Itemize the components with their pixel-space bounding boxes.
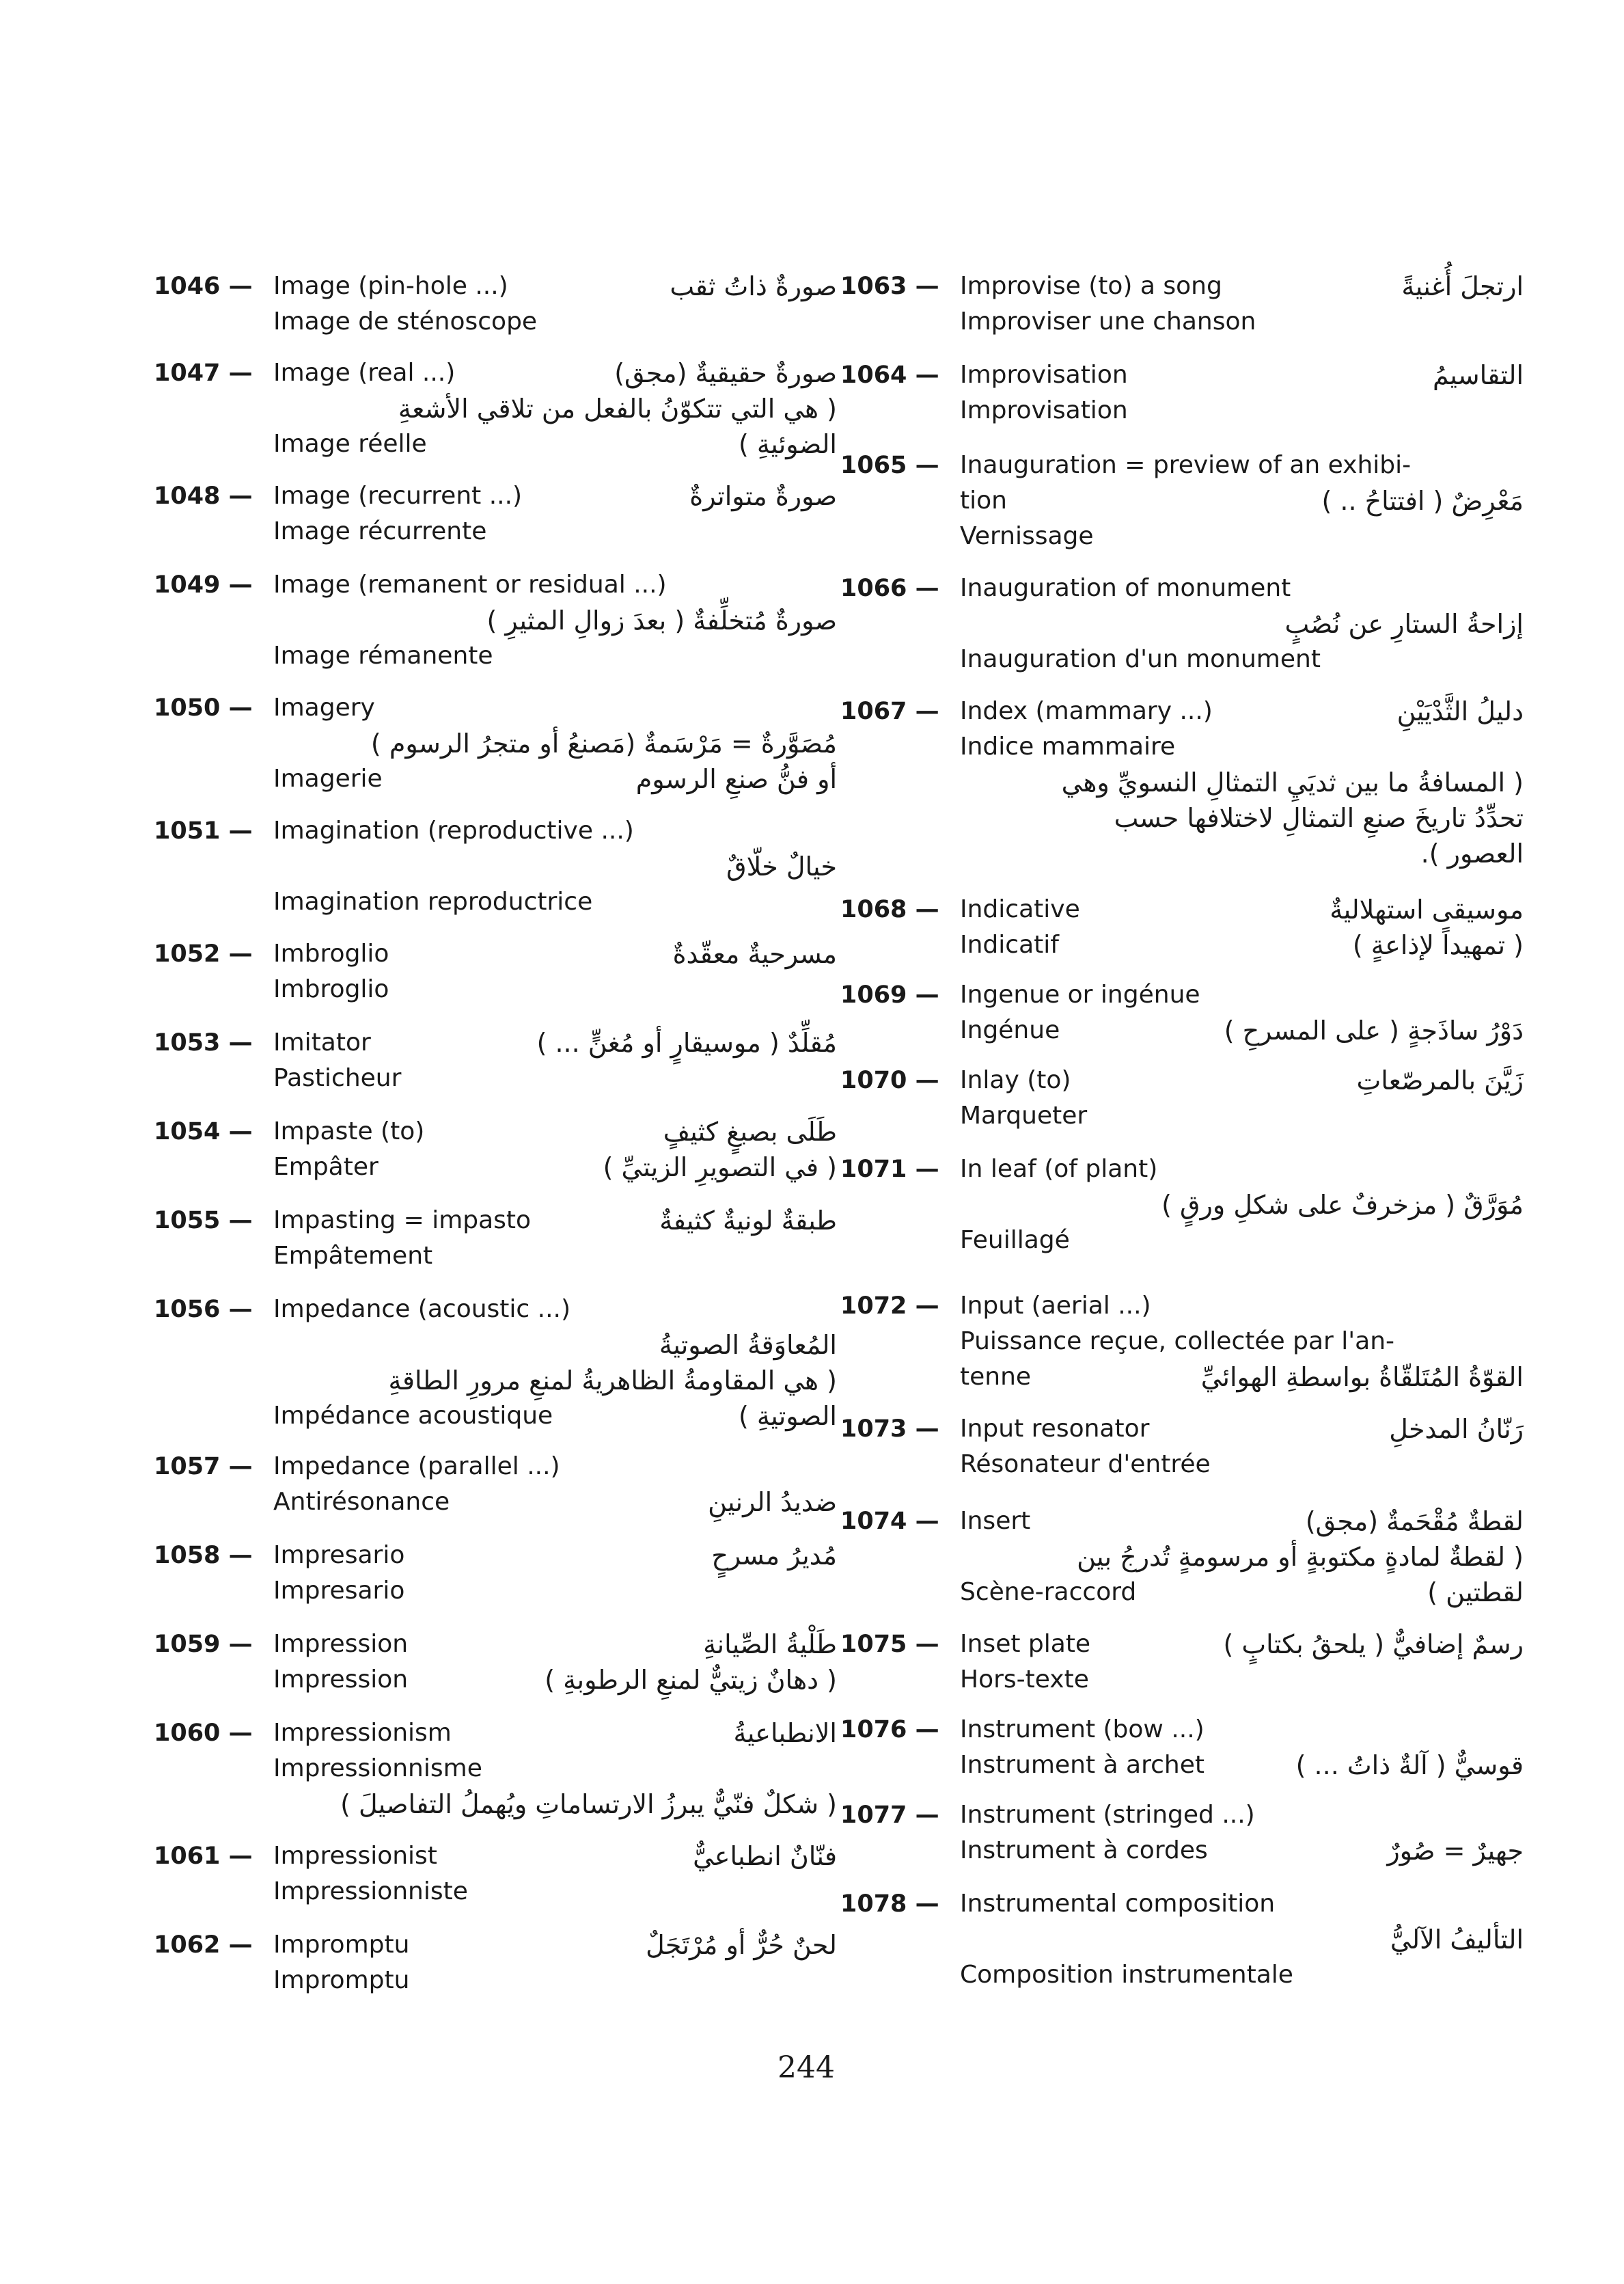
french-term: Ingénue <box>960 1016 1060 1044</box>
entry-number: 1073 — <box>840 1415 939 1443</box>
english-term: Instrumental composition <box>960 1890 1276 1918</box>
arabic-note: العصور ). <box>1420 839 1524 869</box>
english-term: Improvise (to) a song <box>960 272 1222 300</box>
arabic-note: ( هي التي تتكوّنُ بالفعل من تلاقي الأشعةِ <box>398 394 837 424</box>
french-term: Improviser une chanson <box>960 308 1256 336</box>
english-term: Inset plate <box>960 1630 1091 1658</box>
entry-number: 1057 — <box>154 1453 253 1480</box>
entry-number: 1071 — <box>840 1156 939 1183</box>
arabic-term: إزاحةُ الستارِ عن نُصُبٍ <box>1284 609 1524 639</box>
french-term: Feuillagé <box>960 1226 1070 1254</box>
arabic-note: لقطتين ) <box>1427 1577 1524 1607</box>
entry-number: 1059 — <box>154 1631 253 1658</box>
entry-number: 1058 — <box>154 1542 253 1569</box>
french-term: Empâter <box>273 1153 379 1181</box>
page-number: 244 <box>777 2050 835 2085</box>
arabic-term: جهيرٌ = صُورٌ <box>1387 1836 1524 1866</box>
english-term-continued: tion <box>960 487 1007 515</box>
french-term: Instrument à archet <box>960 1751 1205 1779</box>
french-term: Impédance acoustique <box>273 1402 553 1430</box>
english-term: Imbroglio <box>273 940 389 968</box>
french-term: Image réelle <box>273 430 427 458</box>
arabic-term: صورةٌ ذاتُ ثقب <box>670 271 837 301</box>
arabic-note: الصوتيةِ ) <box>738 1401 837 1431</box>
french-term: Impresario <box>273 1577 405 1605</box>
arabic-note: ( لقطةٌ لمادةٍ مكتوبةٍ أو مرسومةٍ تُدرجُ بين <box>1077 1542 1524 1572</box>
arabic-term: موسيقى استهلاليةٌ <box>1330 895 1524 925</box>
arabic-term: التقاسيمُ <box>1433 360 1524 390</box>
english-term: Impresario <box>273 1541 405 1569</box>
french-term: Imagerie <box>273 765 383 793</box>
left-column <box>154 0 837 2284</box>
entry-number: 1069 — <box>840 981 939 1009</box>
entry-number: 1068 — <box>840 896 939 923</box>
entry-number: 1060 — <box>154 1719 253 1747</box>
arabic-note: ( في التصويرِ الزيتيِّ ) <box>603 1152 837 1182</box>
arabic-note: ( المسافةُ ما بين ثديَيِ التمثالِ النسويِّ وهي <box>1061 767 1524 798</box>
entry-number: 1063 — <box>840 273 939 300</box>
english-term: Ingenue or ingénue <box>960 981 1200 1009</box>
arabic-term: مُصَوَّرةٌ = مَرْسَمةٌ (مَصنعُ أو متجرُ الرسوم ) <box>370 729 837 759</box>
english-term: Imagination (reproductive ...) <box>273 817 634 845</box>
english-term: Improvisation <box>960 361 1128 389</box>
english-term: Impressionism <box>273 1719 452 1747</box>
french-term-continued: tenne <box>960 1363 1032 1391</box>
french-term: Marqueter <box>960 1102 1088 1130</box>
entry-number: 1053 — <box>154 1029 253 1057</box>
arabic-term: صورةٌ حقيقيةٌ (مجق) <box>614 358 837 388</box>
entry-number: 1049 — <box>154 571 253 599</box>
entry-number: 1067 — <box>840 698 939 725</box>
arabic-term: زَيَّنَ بالمرصّعاتِ <box>1356 1065 1524 1096</box>
french-term: Image récurrente <box>273 517 487 545</box>
arabic-term: القوّةُ المُتَلقّاةُ بواسطةِ الهوائيِّ <box>1200 1362 1524 1392</box>
arabic-note: ( هي المقاومةُ الظاهريةُ لمنعِ مرورِ الطاقةِ <box>388 1365 837 1396</box>
french-term: Impromptu <box>273 1966 410 1994</box>
english-term: Input (aerial ...) <box>960 1292 1151 1320</box>
french-term: Indice mammaire <box>960 733 1176 761</box>
arabic-term: صورةٌ مُتخلِّفةٌ ( بعدَ زوالِ المثيرِ ) <box>486 606 837 636</box>
english-term: Impromptu <box>273 1931 410 1959</box>
entry-number: 1066 — <box>840 575 939 602</box>
entry-number: 1048 — <box>154 482 253 510</box>
french-term: Puissance reçue, collectée par l'an- <box>960 1327 1395 1355</box>
english-term: Index (mammary ...) <box>960 697 1213 725</box>
english-term: Inauguration = preview of an exhibi- <box>960 451 1412 479</box>
entry-number: 1078 — <box>840 1890 939 1918</box>
arabic-term: مُوَرَّقٌ ( مزخرفٌ على شكلِ ورقٍ ) <box>1161 1190 1524 1220</box>
english-term: Impressionist <box>273 1842 437 1870</box>
french-term: Instrument à cordes <box>960 1836 1208 1864</box>
arabic-term: مُديرُ مسرحٍ <box>711 1540 837 1571</box>
french-term: Image rémanente <box>273 642 493 670</box>
entry-number: 1046 — <box>154 273 253 300</box>
french-term: Pasticheur <box>273 1064 402 1092</box>
entry-number: 1054 — <box>154 1118 253 1145</box>
english-term: Image (pin-hole ...) <box>273 272 508 300</box>
entry-number: 1062 — <box>154 1931 253 1959</box>
entry-number: 1065 — <box>840 452 939 479</box>
french-term: Impression <box>273 1666 409 1694</box>
arabic-note: ( دهانٌ زيتيٌّ لمنعِ الرطوبةِ ) <box>545 1665 837 1695</box>
entry-number: 1076 — <box>840 1716 939 1743</box>
english-term: Imitator <box>273 1029 371 1057</box>
french-term: Antirésonance <box>273 1488 450 1516</box>
arabic-term: مَعْرِضٌ ( افتتاحُ .. ) <box>1321 486 1524 516</box>
arabic-term: المُعاوَقةُ الصوتيةُ <box>659 1330 837 1360</box>
entry-number: 1051 — <box>154 817 253 845</box>
english-term: Impression <box>273 1630 409 1658</box>
arabic-term: مسرحيةٌ معقّدةٌ <box>672 939 837 969</box>
french-term: Scène-raccord <box>960 1578 1137 1606</box>
entry-number: 1056 — <box>154 1296 253 1323</box>
arabic-term: الانطباعيةُ <box>733 1718 837 1748</box>
french-term: Impressionnisme <box>273 1754 482 1782</box>
arabic-term: فنّانٌ انطباعيٌّ <box>693 1841 837 1871</box>
arabic-term: خيالٌ خلّاقٌ <box>726 852 837 882</box>
english-term: Impedance (parallel ...) <box>273 1452 560 1480</box>
arabic-term: رَنّانُ المدخلِ <box>1389 1414 1524 1444</box>
arabic-term: التأليفُ الآليُّ <box>1390 1925 1524 1955</box>
entry-number: 1047 — <box>154 359 253 387</box>
french-term: Imbroglio <box>273 975 389 1003</box>
english-term: Instrument (bow ...) <box>960 1715 1205 1743</box>
arabic-term: دَوْرُ ساذَجةٍ ( على المسرحِ ) <box>1224 1016 1524 1046</box>
entry-number: 1064 — <box>840 362 939 389</box>
entry-number: 1074 — <box>840 1508 939 1535</box>
french-term: Indicatif <box>960 931 1059 959</box>
french-term: Composition instrumentale <box>960 1961 1293 1989</box>
french-term: Image de sténoscope <box>273 308 538 336</box>
arabic-term: مُقلِّدٌ ( موسيقارٍ أو مُغنٍّ ... ) <box>536 1028 837 1058</box>
english-term: Instrument (stringed ...) <box>960 1801 1255 1829</box>
english-term: Insert <box>960 1507 1031 1535</box>
french-term: Hors-texte <box>960 1666 1089 1694</box>
english-term: Image (real ...) <box>273 359 456 387</box>
right-column <box>840 0 1524 2284</box>
entry-number: 1070 — <box>840 1067 939 1094</box>
french-term: Imagination reproductrice <box>273 888 593 916</box>
english-term: Image (remanent or residual ...) <box>273 571 667 599</box>
french-term: Inauguration d'un monument <box>960 645 1321 673</box>
entry-number: 1055 — <box>154 1207 253 1234</box>
english-term: Impasting = impasto <box>273 1206 532 1234</box>
arabic-term: طَلَى بصبغٍ كثيفٍ <box>663 1117 837 1147</box>
arabic-note: تحدِّدُ تاريخَ صنعِ التمثالِ لاختلافها حسب <box>1114 803 1524 833</box>
entry-number: 1050 — <box>154 694 253 722</box>
arabic-note: أو فنُّ صنعِ الرسوم <box>635 764 837 794</box>
arabic-term: دليلُ الثَّدْيَيْنِ <box>1396 696 1524 726</box>
arabic-term: صورةٌ متواترةٌ <box>689 481 837 511</box>
arabic-note: الضوئيةِ ) <box>738 429 837 459</box>
arabic-term: لحنٌ حُرٌّ أو مُرْتَجَلٌ <box>646 1930 837 1960</box>
entry-number: 1061 — <box>154 1843 253 1870</box>
arabic-term: رسمٌ إضافيٌّ ( يلحقُ بكتابٍ ) <box>1223 1629 1524 1659</box>
arabic-term: لقطةٌ مُقْحَمةٌ (مجق) <box>1305 1506 1524 1536</box>
french-term: Impressionniste <box>273 1877 468 1905</box>
english-term: In leaf (of plant) <box>960 1155 1158 1183</box>
arabic-note: ( تمهيداً لإذاعةٍ ) <box>1352 930 1524 960</box>
french-term: Résonateur d'entrée <box>960 1450 1211 1478</box>
english-term: Input resonator <box>960 1415 1150 1443</box>
french-term: Vernissage <box>960 522 1094 550</box>
arabic-note: ( شكلٌ فنّيٌّ يبرزُ الارتساماتِ ويُهملُ التفاصيلَ ) <box>340 1789 837 1819</box>
french-term: Empâtement <box>273 1242 433 1270</box>
entry-number: 1072 — <box>840 1292 939 1320</box>
english-term: Impaste (to) <box>273 1117 425 1145</box>
english-term: Inauguration of monument <box>960 574 1291 602</box>
english-term: Imagery <box>273 694 375 722</box>
arabic-term: قوسيٌّ ( آلةٌ ذاتُ ... ) <box>1295 1750 1524 1780</box>
arabic-term: طبقةٌ لونيةٌ كثيفةٌ <box>659 1206 837 1236</box>
arabic-term: ارتجلَ أُغنيةً <box>1401 271 1524 301</box>
arabic-term: ضديدُ الرنينِ <box>708 1487 837 1517</box>
english-term: Image (recurrent ...) <box>273 482 523 510</box>
entry-number: 1075 — <box>840 1631 939 1658</box>
entry-number: 1077 — <box>840 1802 939 1829</box>
english-term: Impedance (acoustic ...) <box>273 1295 571 1323</box>
entry-number: 1052 — <box>154 940 253 968</box>
english-term: Inlay (to) <box>960 1066 1071 1094</box>
english-term: Indicative <box>960 895 1080 923</box>
arabic-term: طَلْيةُ الصِّيانةِ <box>703 1629 837 1659</box>
french-term: Improvisation <box>960 396 1128 424</box>
